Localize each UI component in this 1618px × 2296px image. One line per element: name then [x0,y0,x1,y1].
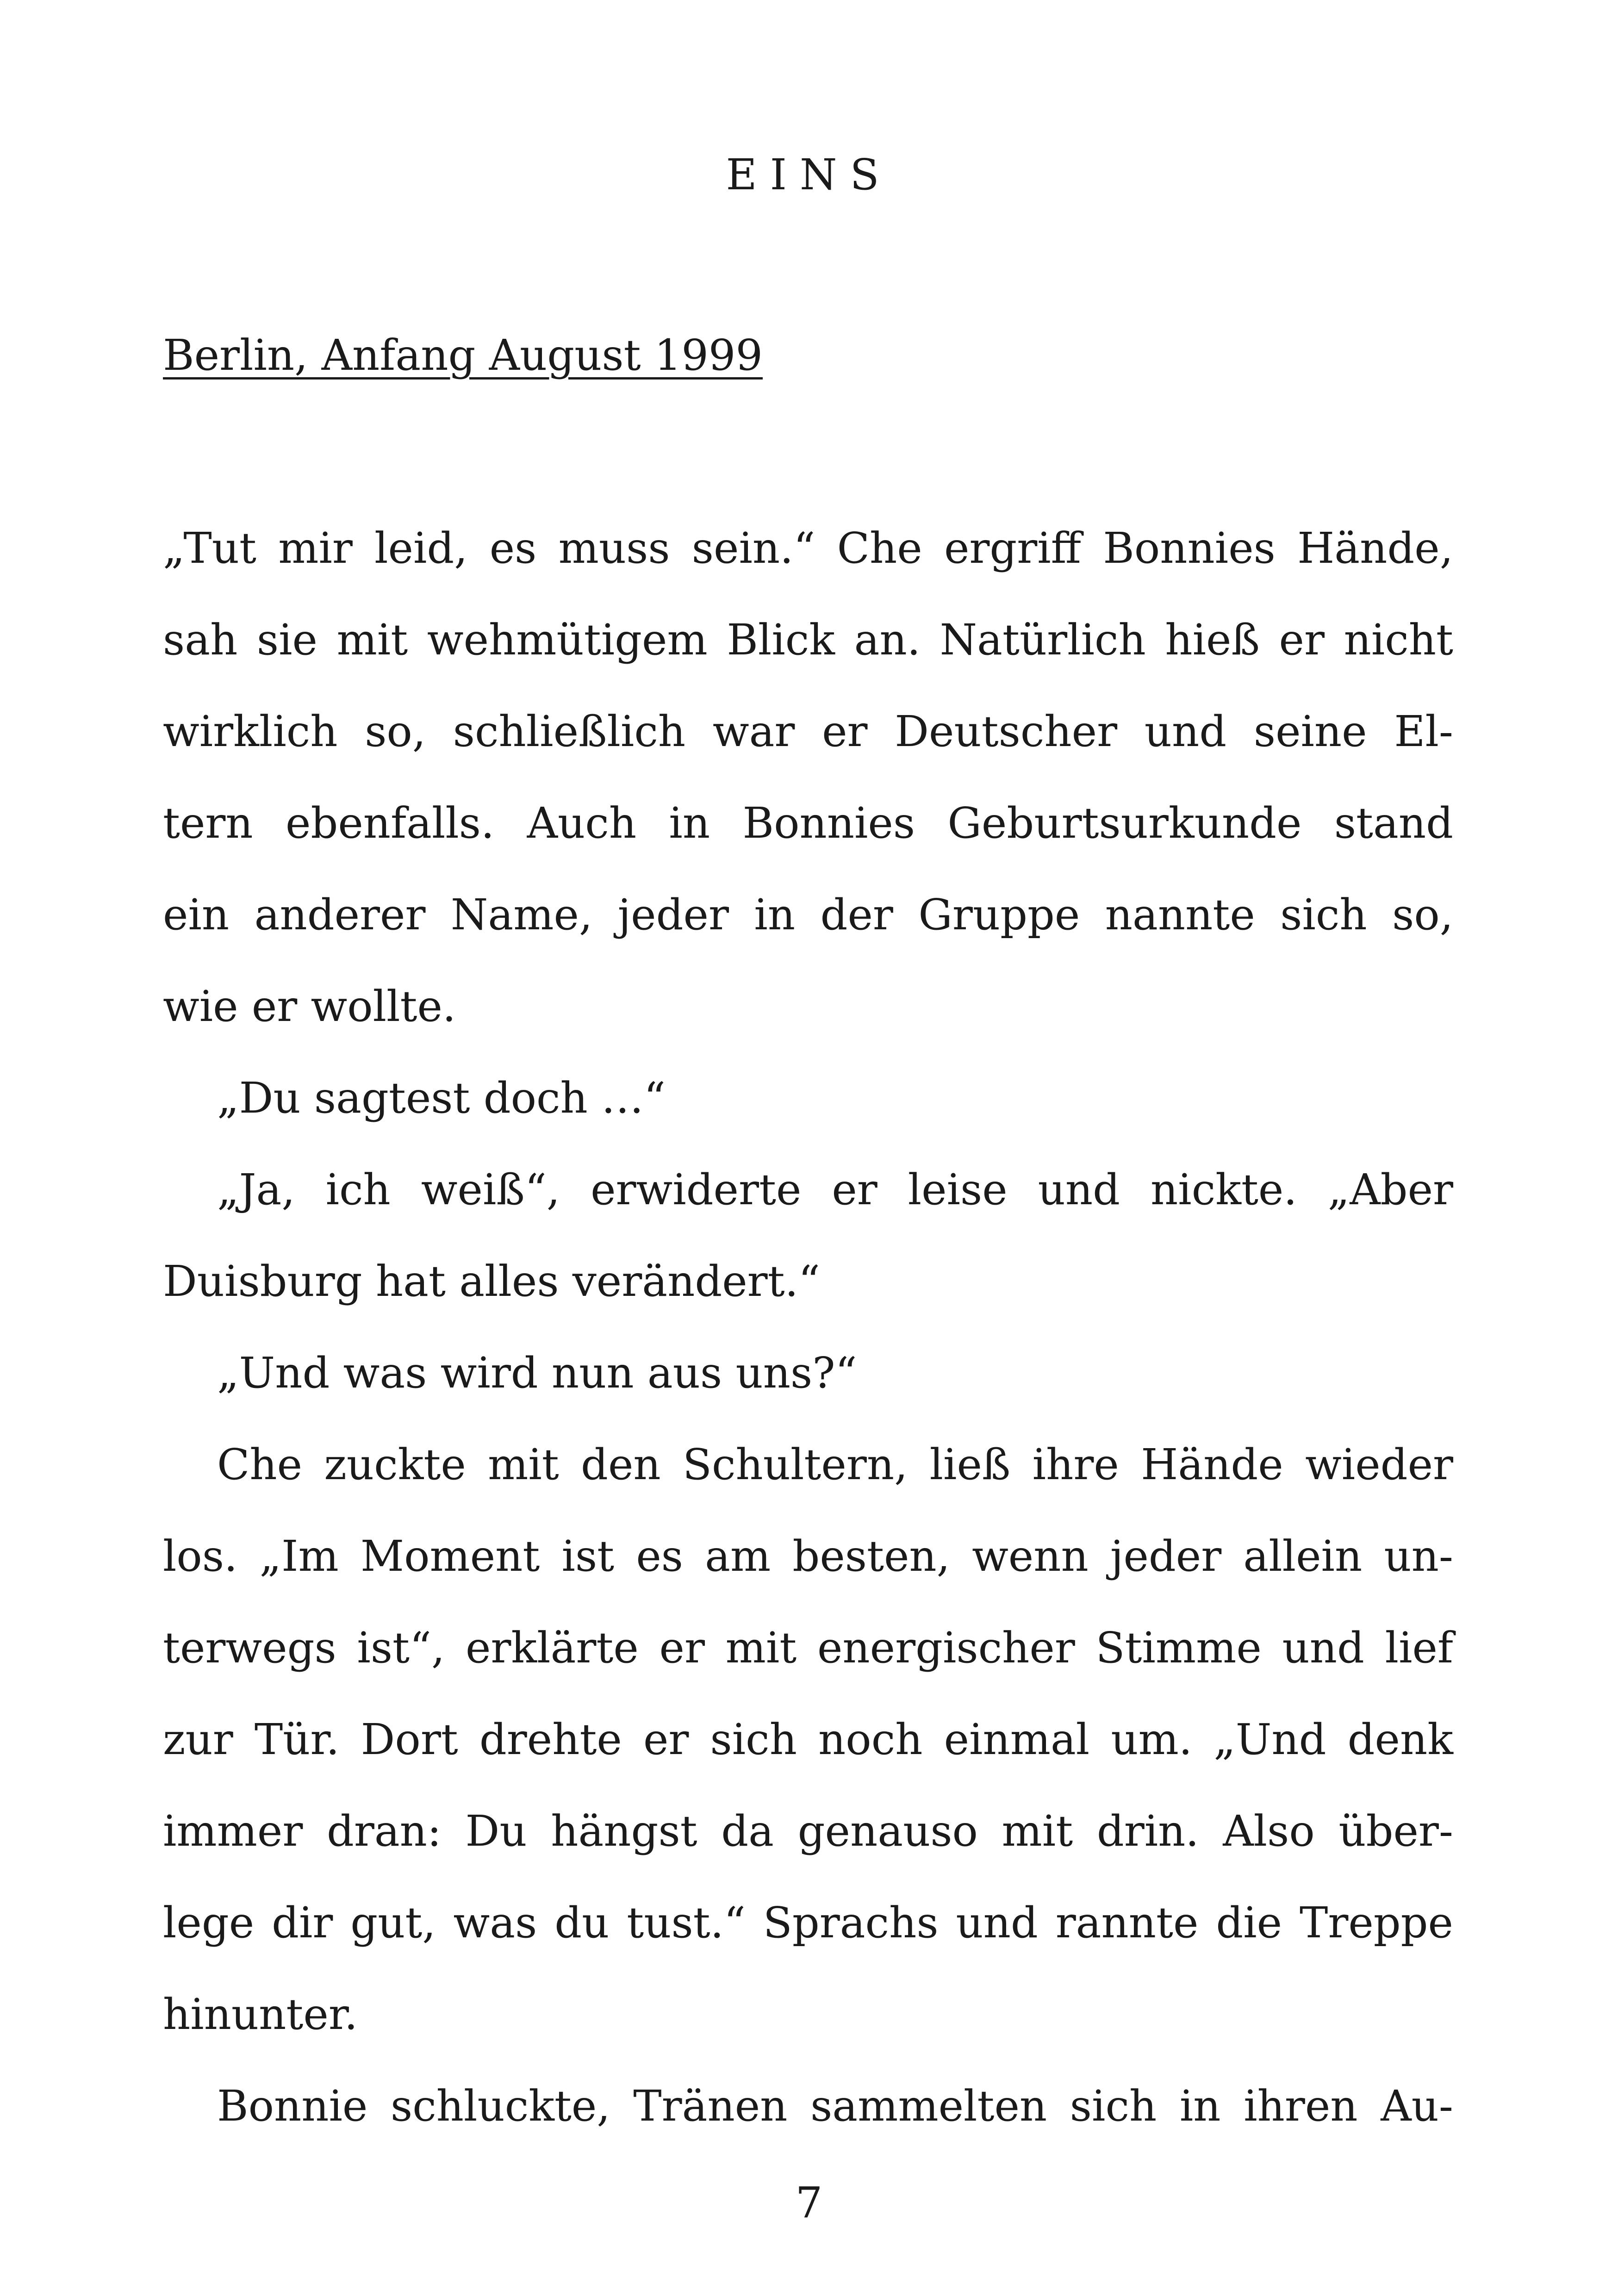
text-line: Duisburg hat alles verändert.“ [163,1257,820,1306]
text-line: tern ebenfalls. Auch in Bonnies Geburtsurkunde stand [163,798,1453,848]
text-line: lege dir gut, was du tust.“ Sprachs und rannte die Treppe [163,1898,1453,1948]
text-line: „Tut mir leid, es muss sein.“ Che ergriff Bonnies Hände, [163,523,1453,573]
text-line: wirklich so, schließlich war er Deutscher und seine El- [163,707,1453,756]
text-line: immer dran: Du hängst da genauso mit drin. Also über- [163,1806,1453,1856]
text-line: hinunter. [163,1990,358,2039]
text-line: „Und was wird nun aus uns?“ [217,1348,857,1398]
text-line: sah sie mit wehmütigem Blick an. Natürlich hieß er nicht [163,615,1453,665]
body-text [163,503,1453,2152]
text-line: ein anderer Name, jeder in der Gruppe nannte sich so, [163,890,1453,940]
text-line: Bonnie schluckte, Tränen sammelten sich in ihren Au- [217,2081,1453,2131]
text-line: „Ja, ich weiß“, erwiderte er leise und nickte. „Aber [217,1165,1453,1214]
text-line: wie er wollte. [163,982,456,1031]
text-line: zur Tür. Dort drehte er sich noch einmal um. „Und denk [163,1715,1453,1764]
page-number: 7 [795,2178,823,2228]
text-line: „Du sagtest doch …“ [217,1073,666,1123]
text-line: Che zuckte mit den Schultern, ließ ihre Hände wieder [217,1440,1453,1489]
chapter-title: EINS [726,150,892,199]
place-date-heading: Berlin, Anfang August 1999 [163,330,763,380]
text-line: los. „Im Moment ist es am besten, wenn jeder allein un- [163,1531,1453,1581]
text-line: terwegs ist“, erklärte er mit energischer Stimme und lief [163,1623,1453,1673]
